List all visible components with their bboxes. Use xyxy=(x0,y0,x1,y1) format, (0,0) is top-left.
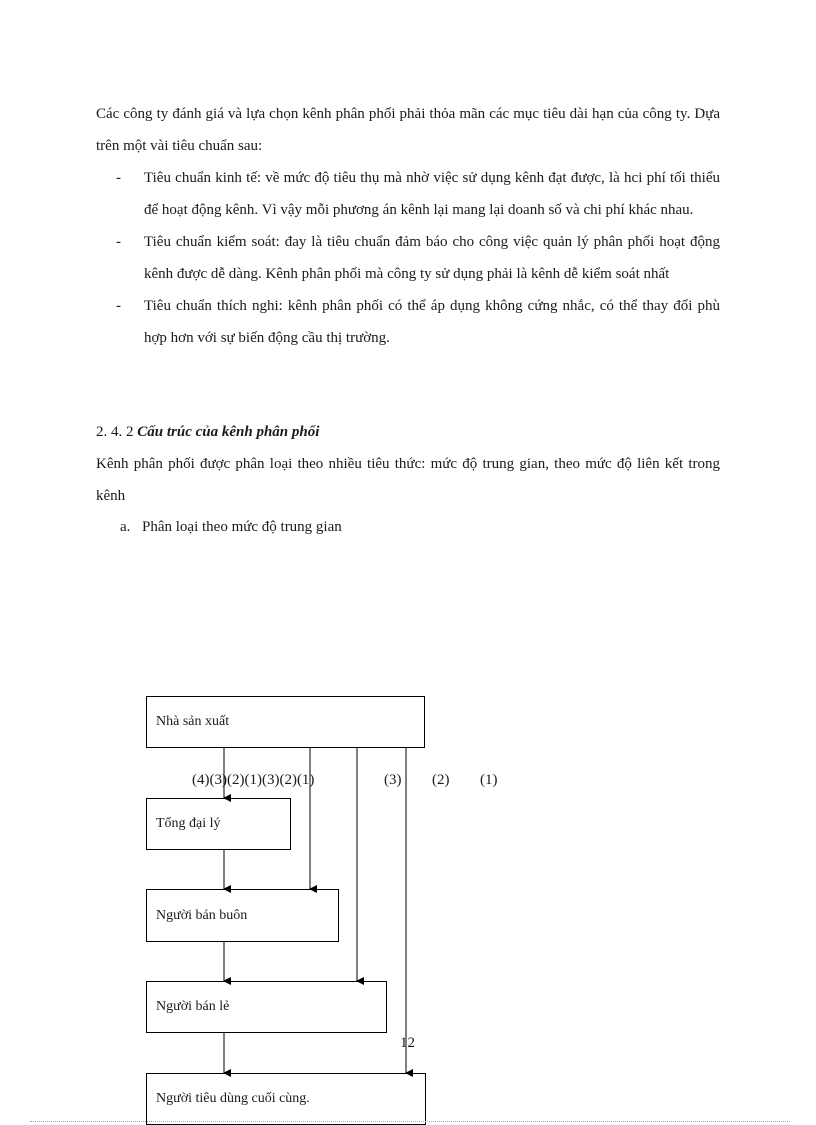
sub-item-marker: a. xyxy=(120,519,131,535)
section-number: 2. 4. 2 xyxy=(96,424,134,440)
bullet-text: Tiêu chuẩn kiểm soát: đay là tiêu chuẩn đảm báo cho công việc quản lý phân phối hoạt động kênh được dễ dàng. Kênh phân phối mà công ty sử dụng phải là kênh dễ kiểm soát nhất xyxy=(144,234,720,282)
retailer-label: Người bán lẻ xyxy=(156,999,230,1014)
consumer-label: Người tiêu dùng cuối cùng. xyxy=(156,1091,310,1106)
bullet-mark: - xyxy=(116,234,121,250)
channel-label-2: (2) xyxy=(432,772,450,788)
general-agent-box xyxy=(146,798,291,850)
bullet-text: Tiêu chuẩn kinh tế: về mức độ tiêu thụ mà nhờ việc sử dụng kênh đạt được, là hci phí tối thiểu để hoạt động kênh. Vì vậy mỗi phương án kênh lại mang lại doanh số và chi phí khác nhau. xyxy=(144,170,720,218)
sub-item-text: Phân loại theo mức độ trung gian xyxy=(142,519,342,535)
channel-labels-left: (4)(3)(2)(1)(3)(2)(1) xyxy=(192,772,315,788)
bullet-mark: - xyxy=(116,170,121,186)
general-agent-label: Tổng đại lý xyxy=(156,816,221,831)
retailer-box xyxy=(146,981,387,1033)
producer-box xyxy=(146,696,425,748)
intro-paragraph: Các công ty đánh giá và lựa chọn kênh phân phối phải thỏa mãn các mục tiêu dài hạn của công ty. Dựa trên một vài tiêu chuẩn sau: xyxy=(96,106,720,154)
bullet-mark: - xyxy=(116,298,121,314)
consumer-box xyxy=(146,1073,426,1125)
wholesaler-box xyxy=(146,889,339,942)
channel-label-3: (3) xyxy=(384,772,402,788)
footer-divider xyxy=(30,1121,790,1122)
page-number: 12 xyxy=(400,1035,415,1051)
section-title: Cấu trúc của kênh phân phối xyxy=(137,424,320,440)
section-paragraph: Kênh phân phối được phân loại theo nhiều tiêu thức: mức độ trung gian, theo mức độ liên kết trong kênh xyxy=(96,456,720,504)
channel-label-1: (1) xyxy=(480,772,498,788)
wholesaler-label: Người bán buôn xyxy=(156,907,248,923)
bullet-text: Tiêu chuẩn thích nghi: kênh phân phối có thể áp dụng không cứng nhắc, có thể thay đổi phù hợp hơn với sự biến động cầu thị trường. xyxy=(144,298,720,346)
producer-label: Nhà sản xuất xyxy=(156,714,230,729)
